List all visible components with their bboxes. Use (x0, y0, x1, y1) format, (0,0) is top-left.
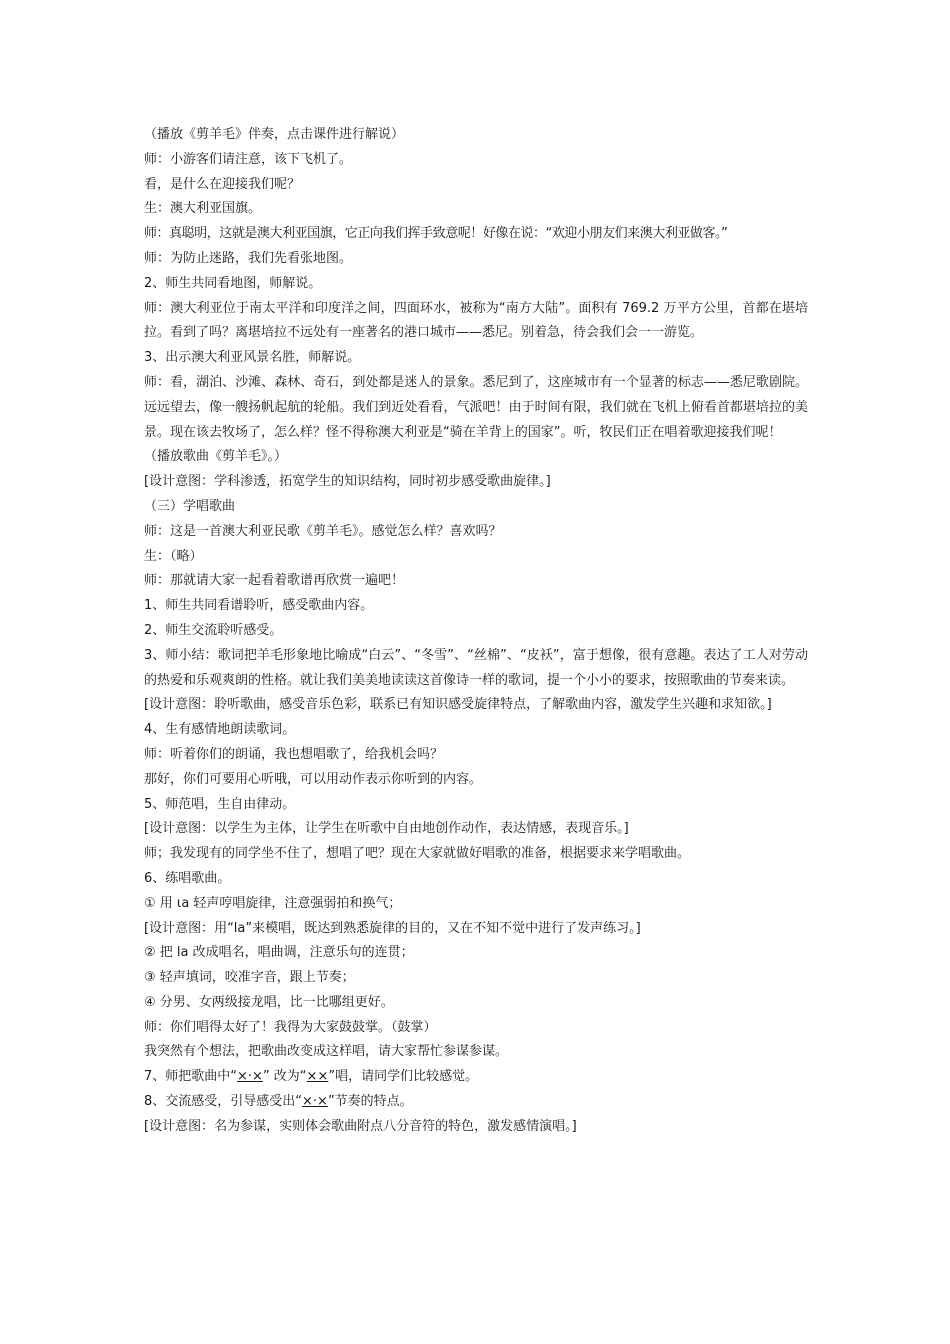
text-line: 师：你们唱得太好了！我得为大家鼓鼓掌。（鼓掌） (144, 1019, 437, 1035)
design-intent-note: [设计意图：聆听歌曲，感受音乐色彩，联系已有知识感受旋律特点，了解歌曲内容，激发学生兴趣和求知欲。] (144, 697, 772, 713)
text-line: （播放《剪羊毛》伴奏，点击课件进行解说） (144, 127, 405, 142)
text-line: 师：小游客们请注意，该下飞机了。 (144, 151, 353, 167)
text-line: 6、练唱歌曲。 (144, 870, 231, 886)
text-line: 师：这是一首澳大利亚民歌《剪羊毛》。感觉怎么样？喜欢吗？ (144, 523, 502, 539)
text-paragraph: 师：澳大利亚位于南太平洋和印度洋之间，四面环水，被称为“南方大陆”。面积有 769.2 万平方公里，首都在堪培拉。看到了吗？离堪培拉不远处有一座著名的港口城市——悉尼。别着急，待会我们会一一游览。 (144, 300, 808, 341)
text-line: 2、师生共同看地图，师解说。 (144, 275, 322, 291)
design-intent-note: [设计意图：名为参谋，实则体会歌曲附点八分音符的特色，激发感情演唱。] (144, 1118, 577, 1134)
text-line-rhythm-compare (144, 1065, 808, 1090)
text-line: ① 用 ιa 轻声哼唱旋律，注意强弱拍和换气； (144, 895, 402, 911)
document-body (144, 123, 808, 1140)
text-segment: 7、师把歌曲中“ (144, 1069, 238, 1085)
text-line: 那好，你们可要用心听哦，可以用动作表示你听到的内容。 (144, 771, 483, 787)
text-line: ③ 轻声填词，咬准字音，跟上节奏； (144, 970, 355, 986)
text-line: ④ 分男、女两级接龙唱，比一比哪组更好。 (144, 994, 394, 1010)
text-line: 3、出示澳大利亚风景名胜，师解说。 (144, 350, 361, 366)
text-segment: ”唱，请同学们比较感觉。 (328, 1069, 479, 1085)
text-line: 生：澳大利亚国旗。 (144, 201, 262, 217)
text-line: 我突然有个想法，把歌曲改变成这样唱，请大家帮忙参谋参谋。 (144, 1044, 509, 1060)
text-line: 1、师生共同看谱聆听，感受歌曲内容。 (144, 598, 374, 614)
text-line: （播放歌曲《剪羊毛》。） (144, 449, 288, 465)
design-intent-note: [设计意图：学科渗透，拓宽学生的知识结构，同时初步感受歌曲旋律。] (144, 474, 551, 490)
text-line: 师：听着你们的朗诵，我也想唱歌了，给我机会吗？ (144, 746, 444, 762)
rhythm-notation: ×·× (302, 1094, 328, 1110)
text-segment: 8、交流感受，引导感受出“ (144, 1094, 303, 1110)
rhythm-notation: ×× (306, 1069, 329, 1085)
text-line: 2、师生交流聆听感受。 (144, 622, 283, 638)
design-intent-note: [设计意图：以学生为主体，让学生在听歌中自由地创作动作，表达情感，表现音乐。] (144, 821, 629, 837)
text-line: 师：为防止迷路，我们先看张地图。 (144, 250, 353, 266)
text-line: 师；我发现有的同学坐不住了，想唱了吧？现在大家就做好唱歌的准备，根据要求来学唱歌曲。 (144, 846, 691, 862)
text-line-rhythm-feature (144, 1090, 808, 1115)
text-paragraph: 3、师小结：歌词把羊毛形象地比喻成“白云”、“冬雪”、“丝棉”、“皮袄”，富于想像，很有意趣。表达了工人对劳动的热爱和乐观爽朗的性格。就让我们美美地读读这首像诗一样的歌词，提一个小小的要求，按照歌曲的节奏来读。 (144, 647, 808, 688)
text-line: 师：真聪明，这就是澳大利亚国旗，它正向我们挥手致意呢！好像在说：“欢迎小朋友们来澳大利亚做客。” (144, 226, 728, 242)
text-segment: ”节奏的特点。 (327, 1094, 413, 1110)
text-line: 生：（略） (144, 548, 203, 564)
text-line: 看，是什么在迎接我们呢？ (144, 176, 301, 192)
rhythm-notation: ×·× (237, 1069, 263, 1085)
text-line: ② 把 la 改成唱名，唱曲调，注意乐句的连贯； (144, 945, 414, 961)
text-paragraph: 师：看，湖泊、沙滩、森林、奇石，到处都是迷人的景象。悉尼到了，这座城市有一个显著的标志——悉尼歌剧院。远远望去，像一艘扬帆起航的轮船。我们到近处看看，气派吧！由于时间有限，我们就在飞机上俯看首都堪培拉的美景。现在该去牧场了，怎么样？怪不得称澳大利亚是“骑在羊背上的国家”。听，牧民们正在唱着歌迎接我们呢！ (144, 374, 808, 440)
section-heading: （三）学唱歌曲 (144, 498, 236, 514)
text-line: 5、师范唱，生自由律动。 (144, 796, 296, 812)
text-line: 4、生有感情地朗读歌词。 (144, 722, 296, 738)
text-segment: ” 改为“ (262, 1069, 307, 1085)
design-intent-note: [设计意图：用“la”来模唱，既达到熟悉旋律的目的，又在不知不觉中进行了发声练习。] (144, 920, 641, 936)
text-line: 师：那就请大家一起看着歌谱再欣赏一遍吧！ (144, 573, 405, 589)
